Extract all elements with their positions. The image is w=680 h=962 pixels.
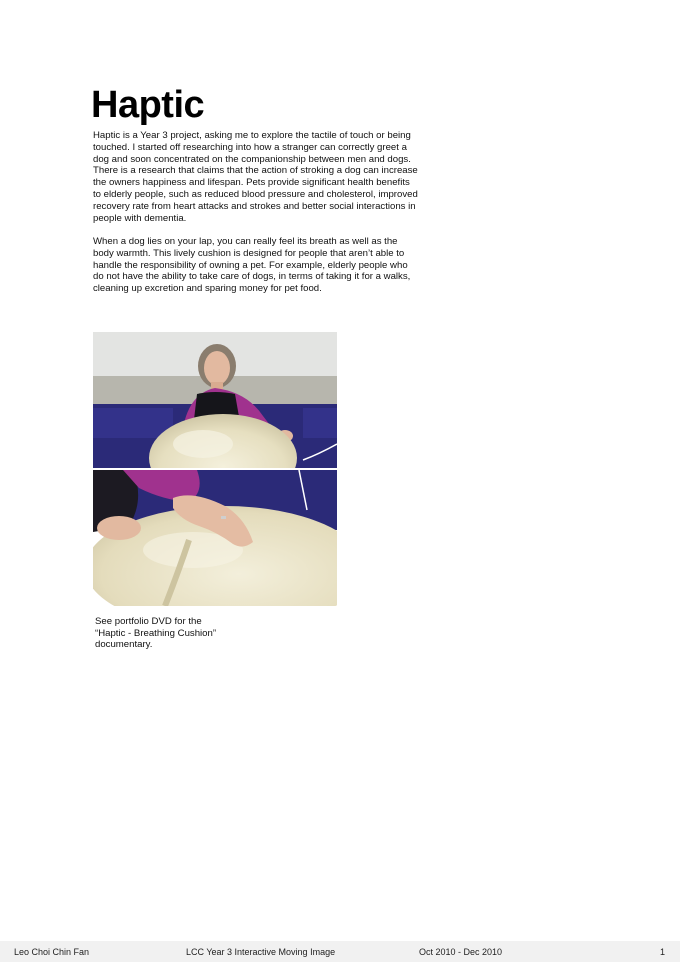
- page-title: Haptic: [91, 84, 205, 126]
- page-footer: [0, 941, 680, 962]
- footer-author: Leo Choi Chin Fan: [14, 947, 90, 957]
- intro-paragraph: Haptic is a Year 3 project, asking me to explore the tactile of touch or being touched. I started off researching into how a stranger can correctly greet a dog and soon concentrated on the companionship between men and dogs. There is a research that claims that the action of stroking a dog can increase the owners happiness and lifespan. Pets provide significant health benefits to elderly people, such as reduced blood pressure and cholesterol, improved recovery rate from heart attacks and strokes and better social interactions in people with dementia.: [93, 130, 418, 224]
- footer-page-number: 1: [660, 947, 666, 957]
- footer-dates: Oct 2010 - Dec 2010: [419, 947, 503, 957]
- photo-woman-with-cushion: [93, 332, 337, 468]
- caption-line: documentary.: [95, 639, 153, 651]
- footer-course: LCC Year 3 Interactive Moving Image: [186, 947, 336, 957]
- caption-line: “Haptic - Breathing Cushion”: [95, 627, 217, 639]
- caption-line: See portfolio DVD for the: [95, 616, 202, 627]
- photo-caption: [95, 616, 245, 651]
- photo-hand-stroking-cushion: [93, 470, 337, 606]
- description-paragraph: When a dog lies on your lap, you can really feel its breath as well as the body warmth. This lively cushion is designed for people that aren’t able to handle the responsibility of owning a pet. For example, elderly people who do not have the ability to take care of dogs, in terms of taking it for a walks, cleaning up excretion and sparing money for pet food.: [93, 236, 411, 295]
